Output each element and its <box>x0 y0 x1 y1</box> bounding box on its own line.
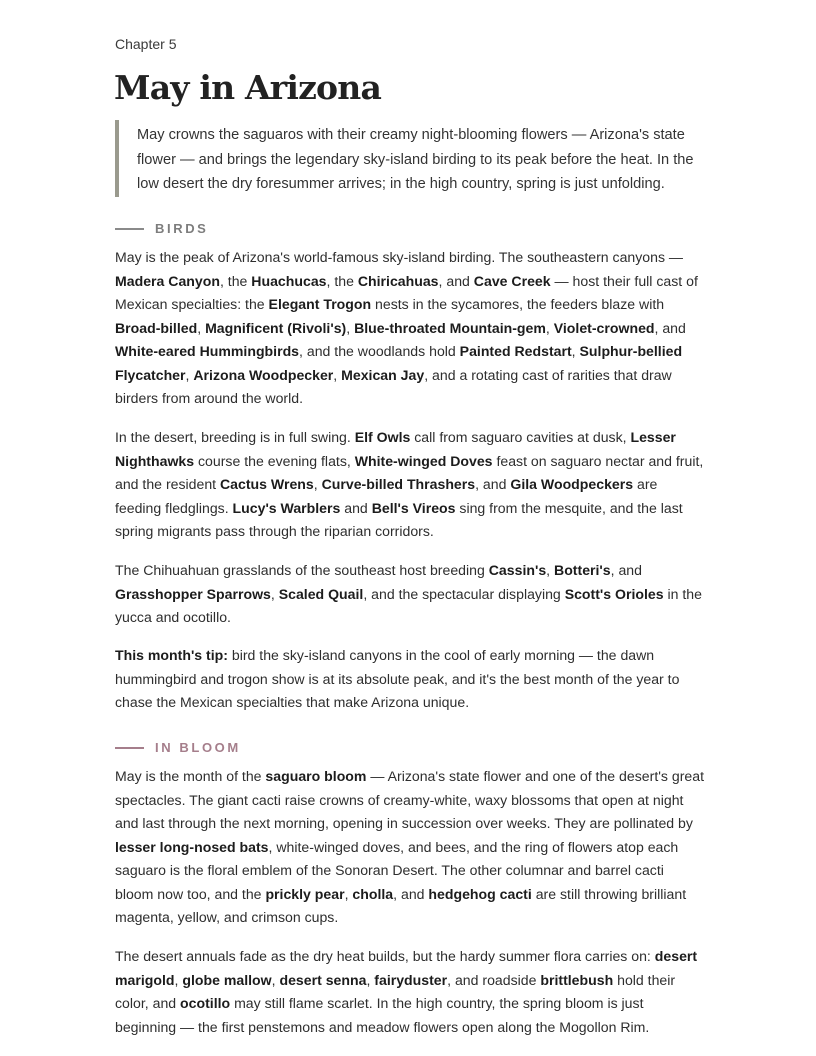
bold-term: Huachucas <box>251 272 327 289</box>
text-run: , and roadside <box>447 971 541 988</box>
text-run: are feeding fledglings. <box>115 476 658 516</box>
paragraph <box>115 945 705 1039</box>
text-run: may still flame scarlet. In the high country, the spring bloom is just beginning — the first penstemons and meadow flowers open along the Mogollon Rim. <box>115 995 650 1035</box>
text-run: , <box>344 885 353 902</box>
section-heading-in-bloom <box>115 740 241 755</box>
bold-term: Scaled Quail <box>278 585 364 602</box>
bold-term: fairyduster <box>374 971 448 988</box>
text-run: , <box>271 971 280 988</box>
bold-term: This month's tip: <box>115 647 228 663</box>
bold-term: Magnificent (Rivoli's) <box>205 319 347 336</box>
text-run: nests in the sycamores, the feeders blaze with <box>371 296 665 312</box>
bold-term: Cassin's <box>488 562 547 578</box>
text-run: , and a rotating cast of rarities that draw birders from around the world. <box>115 366 672 406</box>
bold-term: desert senna <box>279 971 367 988</box>
text-run: , <box>197 319 206 336</box>
text-run: bird the sky-island canyons in the cool of early morning — the dawn hummingbird and trogon show is at its absolute peak, and it's the best month of the year to chase the Mexican specialties that make Arizona unique. <box>115 647 680 710</box>
bold-term: saguaro bloom <box>265 768 367 784</box>
text-run: sing from the mesquite, and the last spring migrants pass through the riparian corridors. <box>115 499 683 539</box>
heading-rule <box>115 747 144 749</box>
text-run: , <box>366 971 375 988</box>
bold-term: Curve-billed Thrashers <box>321 476 476 492</box>
text-run: , <box>313 476 322 492</box>
text-run: , and <box>438 272 474 289</box>
bold-term: Painted Redstart <box>459 343 572 359</box>
bold-term: ocotillo <box>180 995 231 1011</box>
bold-term: Chiricahuas <box>357 272 439 289</box>
text-run: , <box>174 971 183 988</box>
bold-term: Bell's Vireos <box>371 499 456 516</box>
bold-term: globe mallow <box>182 971 272 988</box>
bold-term: Cave Creek <box>473 272 551 289</box>
bold-term: White-winged Doves <box>354 452 493 469</box>
bold-term: Grasshopper Sparrows <box>115 585 271 602</box>
chapter-label: Chapter 5 <box>115 36 177 52</box>
text-run: call from saguaro cavities at dusk, <box>410 429 631 445</box>
text-run: , <box>346 319 355 336</box>
text-run: , and <box>610 562 642 578</box>
bold-term: Elegant Trogon <box>268 296 372 312</box>
paragraph <box>115 559 705 630</box>
intro-blockquote: May crowns the saguaros with their creamy night-blooming flowers — Arizona's state flower — and brings the legendary sky-island birding to its peak before the heat. In the low desert the dry foresummer arrives; in the high country, spring is just unfolding. <box>115 120 700 197</box>
text-run: The Chihuahuan grasslands of the southeast host breeding <box>115 562 489 578</box>
text-run: in the yucca and ocotillo. <box>115 585 702 625</box>
text-run: — host their full cast of Mexican specialties: the <box>115 272 698 312</box>
text-run: , <box>333 366 342 383</box>
text-run: , the <box>326 272 358 289</box>
bold-term: Lesser Nighthawks <box>115 429 676 469</box>
bold-term: Broad-billed <box>115 319 198 336</box>
section-heading-birds <box>115 221 208 236</box>
text-run: are still throwing brilliant magenta, yellow, and crimson cups. <box>115 885 687 925</box>
bold-term: Madera Canyon <box>115 272 220 289</box>
heading-rule <box>115 228 144 230</box>
section-heading-label: BIRDS <box>155 221 209 236</box>
paragraph-tip <box>115 644 705 715</box>
bold-term: brittlebush <box>540 971 614 988</box>
bold-term: prickly pear <box>265 885 345 902</box>
text-run: , and <box>393 885 429 902</box>
text-run: hold their color, and <box>115 971 676 1011</box>
text-run: course the evening flats, <box>194 452 355 469</box>
text-run: — Arizona's state flower and one of the desert's great spectacles. The giant cacti raise crowns of creamy-white, waxy blossoms that open at night and last through the next morning, opening in succession over weeks. They are pollinated by <box>115 768 705 831</box>
bold-term: Scott's Orioles <box>564 585 664 602</box>
bold-term: Lucy's Warblers <box>232 499 341 516</box>
bold-term: Sulphur-bellied Flycatcher <box>115 343 683 383</box>
bold-term: Violet-crowned <box>553 319 655 336</box>
text-run: , <box>546 562 555 578</box>
text-run: and <box>340 499 372 516</box>
text-run: , <box>270 585 279 602</box>
text-run: , <box>545 319 554 336</box>
bold-term: desert marigold <box>115 948 698 988</box>
text-run: , white-winged doves, and bees, and the ring of flowers atop each saguaro is the floral emblem of the Sonoran Desert. The other columnar and barrel cacti bloom now too, and the <box>115 838 679 902</box>
bold-term: hedgehog cacti <box>428 885 532 902</box>
bold-term: lesser long-nosed bats <box>115 838 269 855</box>
bold-term: Botteri's <box>554 562 611 578</box>
text-run: May is the month of the <box>115 768 266 784</box>
bold-term: Gila Woodpeckers <box>510 476 634 492</box>
paragraph <box>115 426 705 544</box>
text-run: May is the peak of Arizona's world-famous sky-island birding. The southeastern canyons — <box>115 249 684 265</box>
text-run: , and the spectacular displaying <box>363 585 565 602</box>
bold-term: Arizona Woodpecker <box>193 366 334 383</box>
bold-term: White-eared Hummingbirds <box>115 343 300 359</box>
text-run: , <box>571 343 580 359</box>
text-run: , and <box>654 319 686 336</box>
bold-term: cholla <box>352 885 394 902</box>
text-run: , the <box>219 272 252 289</box>
text-run: , and <box>475 476 511 492</box>
bold-term: Cactus Wrens <box>220 476 314 492</box>
text-run: , <box>185 366 194 383</box>
text-run: feast on saguaro nectar and fruit, and the resident <box>115 452 704 492</box>
section-heading-label: IN BLOOM <box>155 740 241 755</box>
bold-term: Mexican Jay <box>341 366 425 383</box>
paragraph <box>115 246 705 411</box>
text-run: , and the woodlands hold <box>299 343 460 359</box>
text-run: The desert annuals fade as the dry heat builds, but the hardy summer flora carries on: <box>115 948 655 964</box>
page-title: May in Arizona <box>114 68 382 107</box>
bold-term: Elf Owls <box>354 429 411 445</box>
bold-term: Blue-throated Mountain-gem <box>354 319 546 336</box>
paragraph <box>115 765 705 930</box>
text-run: In the desert, breeding is in full swing. <box>115 429 355 445</box>
